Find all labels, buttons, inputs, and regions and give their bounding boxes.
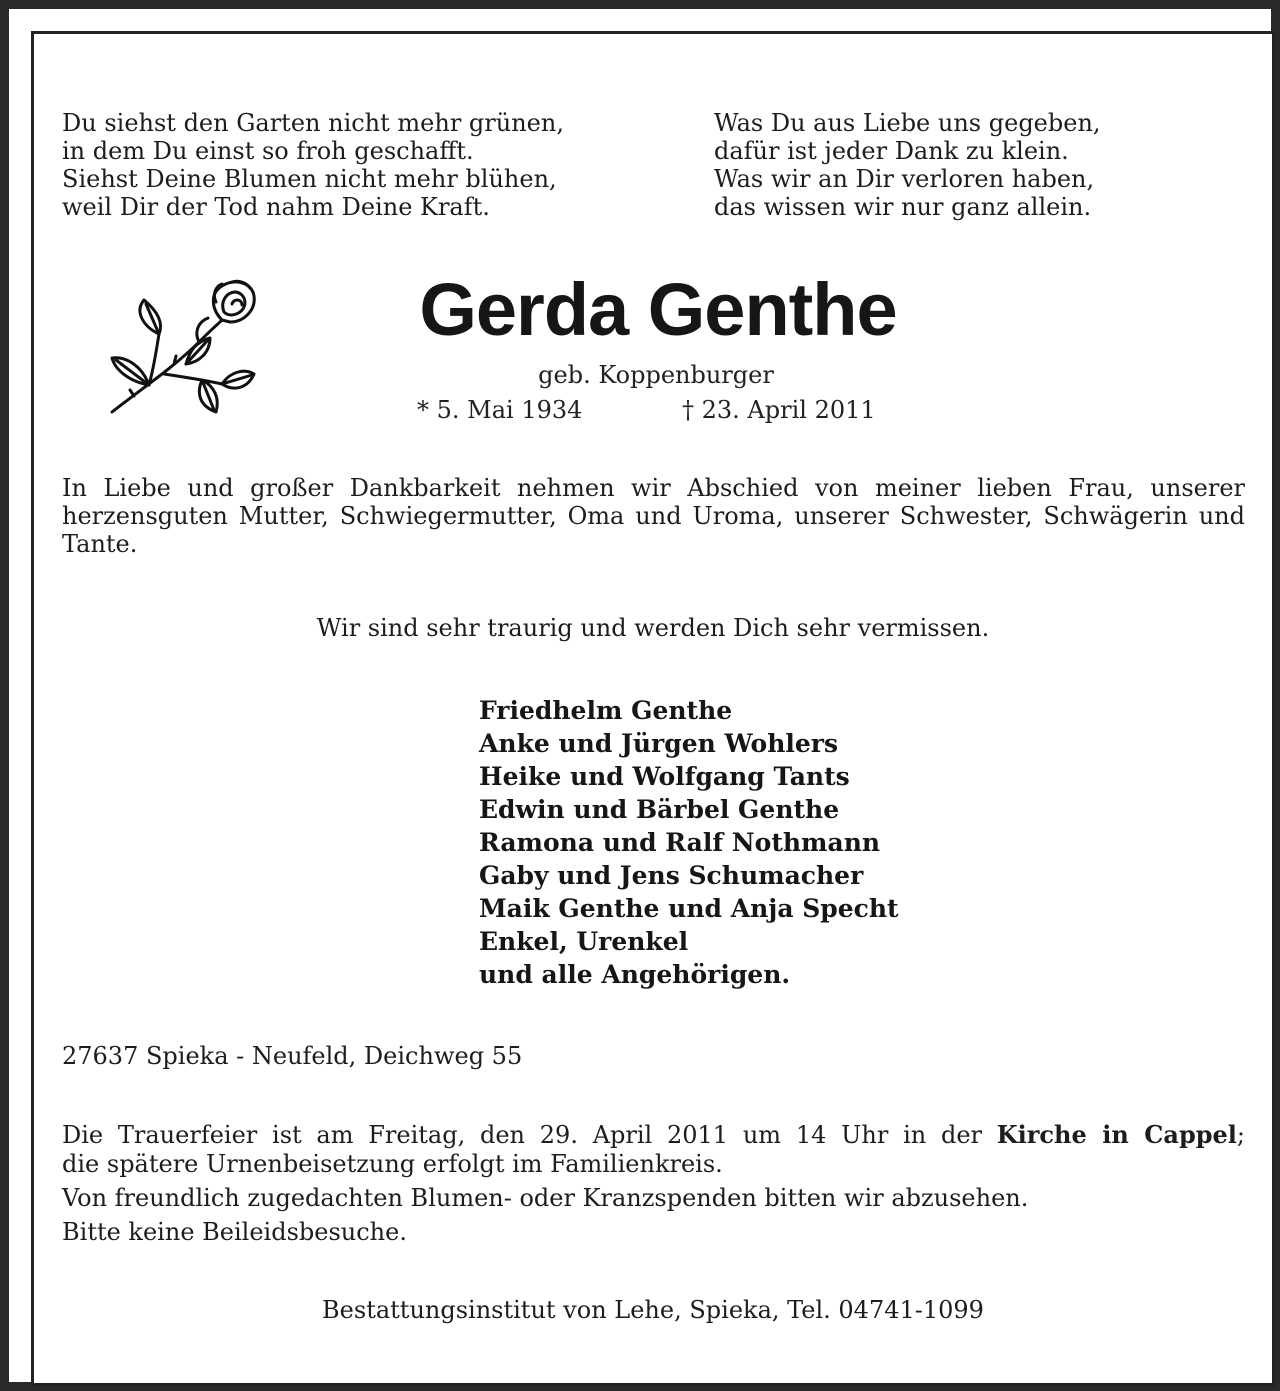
family-member: Anke und Jürgen Wohlers [479,729,839,758]
poem-line: dafür ist jeder Dank zu klein. [714,137,1069,165]
poem-line: Was Du aus Liebe uns gegeben, [714,109,1101,137]
poem-line: Siehst Deine Blumen nicht mehr blühen, [62,165,557,193]
poem-line: das wissen wir nur ganz allein. [714,193,1092,221]
undertaker-info: Bestattungsinstitut von Lehe, Spieka, Tel. 04741-1099 [322,1296,984,1324]
family-member: Maik Genthe und Anja Specht [479,894,899,923]
maiden-name: geb. Koppenburger [538,361,774,389]
notice-frame [9,9,1271,1382]
family-list [479,694,899,991]
poem-line: weil Dir der Tod nahm Deine Kraft. [62,193,490,221]
deceased-name: Gerda Genthe [419,268,897,351]
notice-border [31,31,1275,1386]
funeral-line-1 [62,1120,1245,1150]
family-member: und alle Angehörigen. [479,960,791,989]
funeral-location: Kirche in Cappel [996,1120,1237,1149]
family-member: Edwin und Bärbel Genthe [479,795,840,824]
death-date: † 23. April 2011 [682,396,876,424]
intro-paragraph: In Liebe und großer Dankbarkeit nehmen wir Abschied von meiner lieben Frau, unserer herzensguten Mutter, Schwiegermutter, Oma und Uroma, unserer Schwester, Schwägerin und Tante. [62,474,1245,558]
poem-line: in dem Du einst so froh geschafft. [62,137,474,165]
family-address: 27637 Spieka - Neufeld, Deichweg 55 [62,1042,523,1070]
family-member: Enkel, Urenkel [479,927,689,956]
poem-left [62,109,564,221]
poem-line: Was wir an Dir verloren haben, [714,165,1095,193]
family-member: Gaby und Jens Schumacher [479,861,864,890]
farewell-line: Wir sind sehr traurig und werden Dich sehr vermissen. [316,614,990,642]
family-member: Heike und Wolfgang Tants [479,762,850,791]
poem-right [714,109,1101,221]
funeral-punct: ; [1236,1121,1245,1149]
funeral-line-3: Von freundlich zugedachten Blumen- oder Kranzspenden bitten wir abzusehen. [62,1184,1029,1212]
funeral-line-4: Bitte keine Beileidsbesuche. [62,1218,407,1246]
funeral-info [62,1120,1245,1247]
funeral-line-2: die spätere Urnenbeisetzung erfolgt im Familienkreis. [62,1150,723,1178]
obituary-notice [34,34,1272,1383]
birth-date: * 5. Mai 1934 [417,396,583,424]
family-member: Friedhelm Genthe [479,696,733,725]
funeral-text: Die Trauerfeier ist am Freitag, den 29. April 2011 um 14 Uhr in der [62,1121,997,1149]
poem-line: Du siehst den Garten nicht mehr grünen, [62,109,564,137]
family-member: Ramona und Ralf Nothmann [479,828,881,857]
